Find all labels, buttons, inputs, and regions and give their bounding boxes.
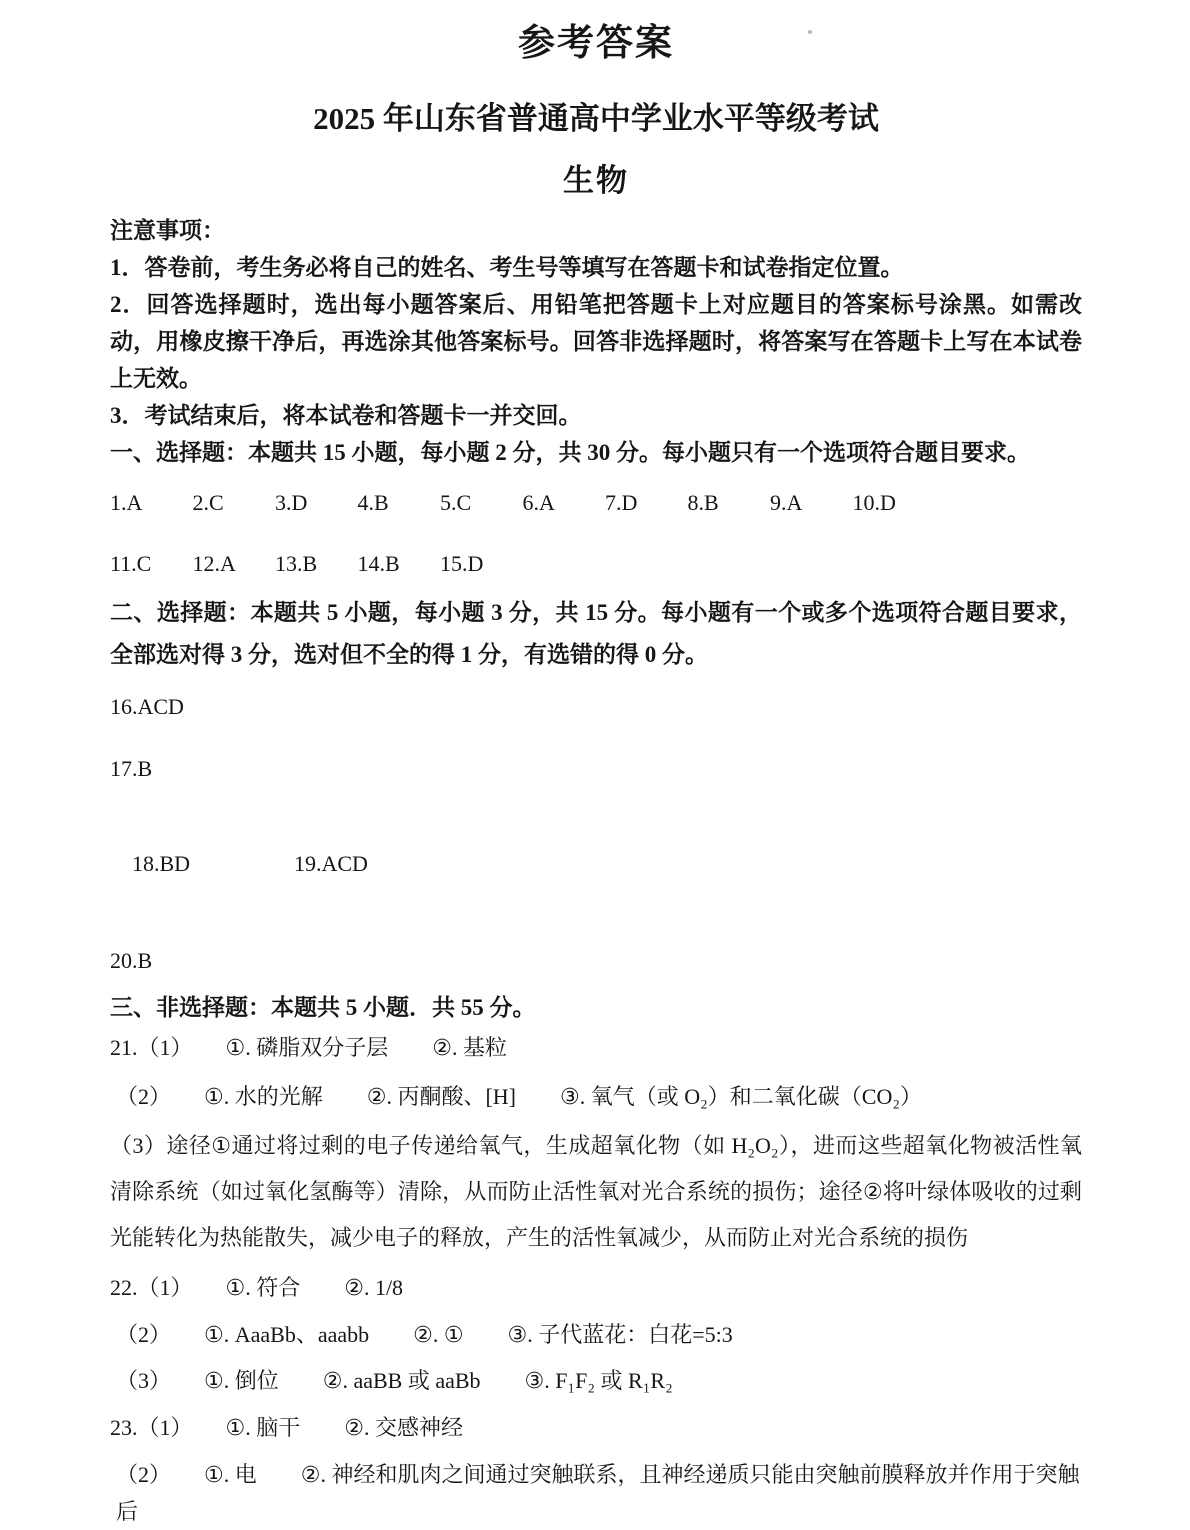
section1-heading: 一、选择题：本题共 15 小题，每小题 2 分，共 30 分。每小题只有一个选项符合题目要求。 — [110, 440, 1030, 465]
notes-heading: 注意事项： — [110, 218, 225, 243]
answer-17: 17.B — [110, 756, 153, 781]
mc-answer-8: 8.B — [687, 490, 719, 515]
mc-answer-5: 5.C — [440, 490, 472, 515]
answer-23-part2: （2） ①. 电 ②. 神经和肌肉之间通过突触联系，且神经递质只能由突触前膜释放并作用于突触后 — [116, 1462, 1080, 1524]
section2-heading: 二、选择题：本题共 5 小题，每小题 3 分，共 15 分。每小题有一个或多个选项符合题目要求，全部选对得 3 分，选对但不全的得 1 分，有选错的得 0 分。 — [110, 600, 1082, 667]
answer-19: 19.ACD — [294, 851, 368, 876]
mc-answers-row-1 — [110, 484, 1082, 521]
dust-speck — [808, 30, 812, 34]
mc-answer-4: 4.B — [357, 490, 389, 515]
note-item-1: 1．答卷前，考生务必将自己的姓名、考生号等填写在答题卡和试卷指定位置。 — [110, 255, 904, 280]
answer-20: 20.B — [110, 948, 153, 973]
mc-answer-12: 12.A — [192, 551, 236, 576]
answer-21-part1: 21.（1） ①. 磷脂双分子层 ②. 基粒 — [110, 1035, 507, 1060]
answer-22-part1: 22.（1） ①. 符合 ②. 1/8 — [110, 1275, 404, 1300]
answer-23-part1: 23.（1） ①. 脑干 ②. 交感神经 — [110, 1415, 463, 1440]
answer-16: 16.ACD — [110, 694, 184, 719]
section3-heading: 三、非选择题：本题共 5 小题．共 55 分。 — [110, 995, 536, 1020]
answer-22-part3: （3） ①. 倒位 ②. aaBB 或 aaBb ③. F₁F₂ 或 R₁R₂ — [116, 1368, 673, 1393]
note-item-3: 3．考试结束后，将本试卷和答题卡一并交回。 — [110, 403, 582, 428]
exam-title: 2025 年山东省普通高中学业水平等级考试 — [313, 101, 879, 136]
answers-18-19-row — [110, 808, 1082, 919]
answer-18: 18.BD — [132, 851, 191, 876]
answer-21-part3: （3）途径①通过将过剩的电子传递给氧气，生成超氧化物（如 H₂O₂），进而这些超氧化物被活性氧清除系统（如过氧化氢酶等）清除，从而防止活性氧对光合系统的损伤；途径②将叶绿体吸收的过剩光能转化为热能散失，减少电子的释放，产生的活性氧减少，从而防止对光合系统的损伤 — [110, 1133, 1082, 1250]
mc-answer-9: 9.A — [770, 490, 803, 515]
mc-answer-6: 6.A — [522, 490, 555, 515]
mc-answer-7: 7.D — [605, 490, 638, 515]
mc-answer-10: 10.D — [852, 490, 896, 515]
mc-answer-11: 11.C — [110, 551, 152, 576]
note-item-2: 2．回答选择题时，选出每小题答案后、用铅笔把答题卡上对应题目的答案标号涂黑。如需改动，用橡皮擦干净后，再选涂其他答案标号。回答非选择题时，将答案写在答题卡上写在本试卷上无效。 — [110, 292, 1082, 391]
mc-answer-15: 15.D — [440, 551, 484, 576]
page-title: 参考答案 — [518, 23, 674, 64]
answer-21-part2: （2） ①. 水的光解 ②. 丙酮酸、[H] ③. 氧气（或 O₂）和二氧化碳（CO₂） — [116, 1084, 922, 1109]
mc-answers-row-2 — [110, 545, 1082, 582]
answer-22-part2: （2） ①. AaaBb、aaabb ②. ① ③. 子代蓝花：白花=5:3 — [116, 1322, 733, 1347]
mc-answer-14: 14.B — [357, 551, 400, 576]
mc-answer-13: 13.B — [275, 551, 318, 576]
mc-answer-1: 1.A — [110, 490, 143, 515]
mc-answer-2: 2.C — [192, 490, 224, 515]
mc-answer-3: 3.D — [275, 490, 308, 515]
subject-title: 生物 — [563, 163, 629, 198]
